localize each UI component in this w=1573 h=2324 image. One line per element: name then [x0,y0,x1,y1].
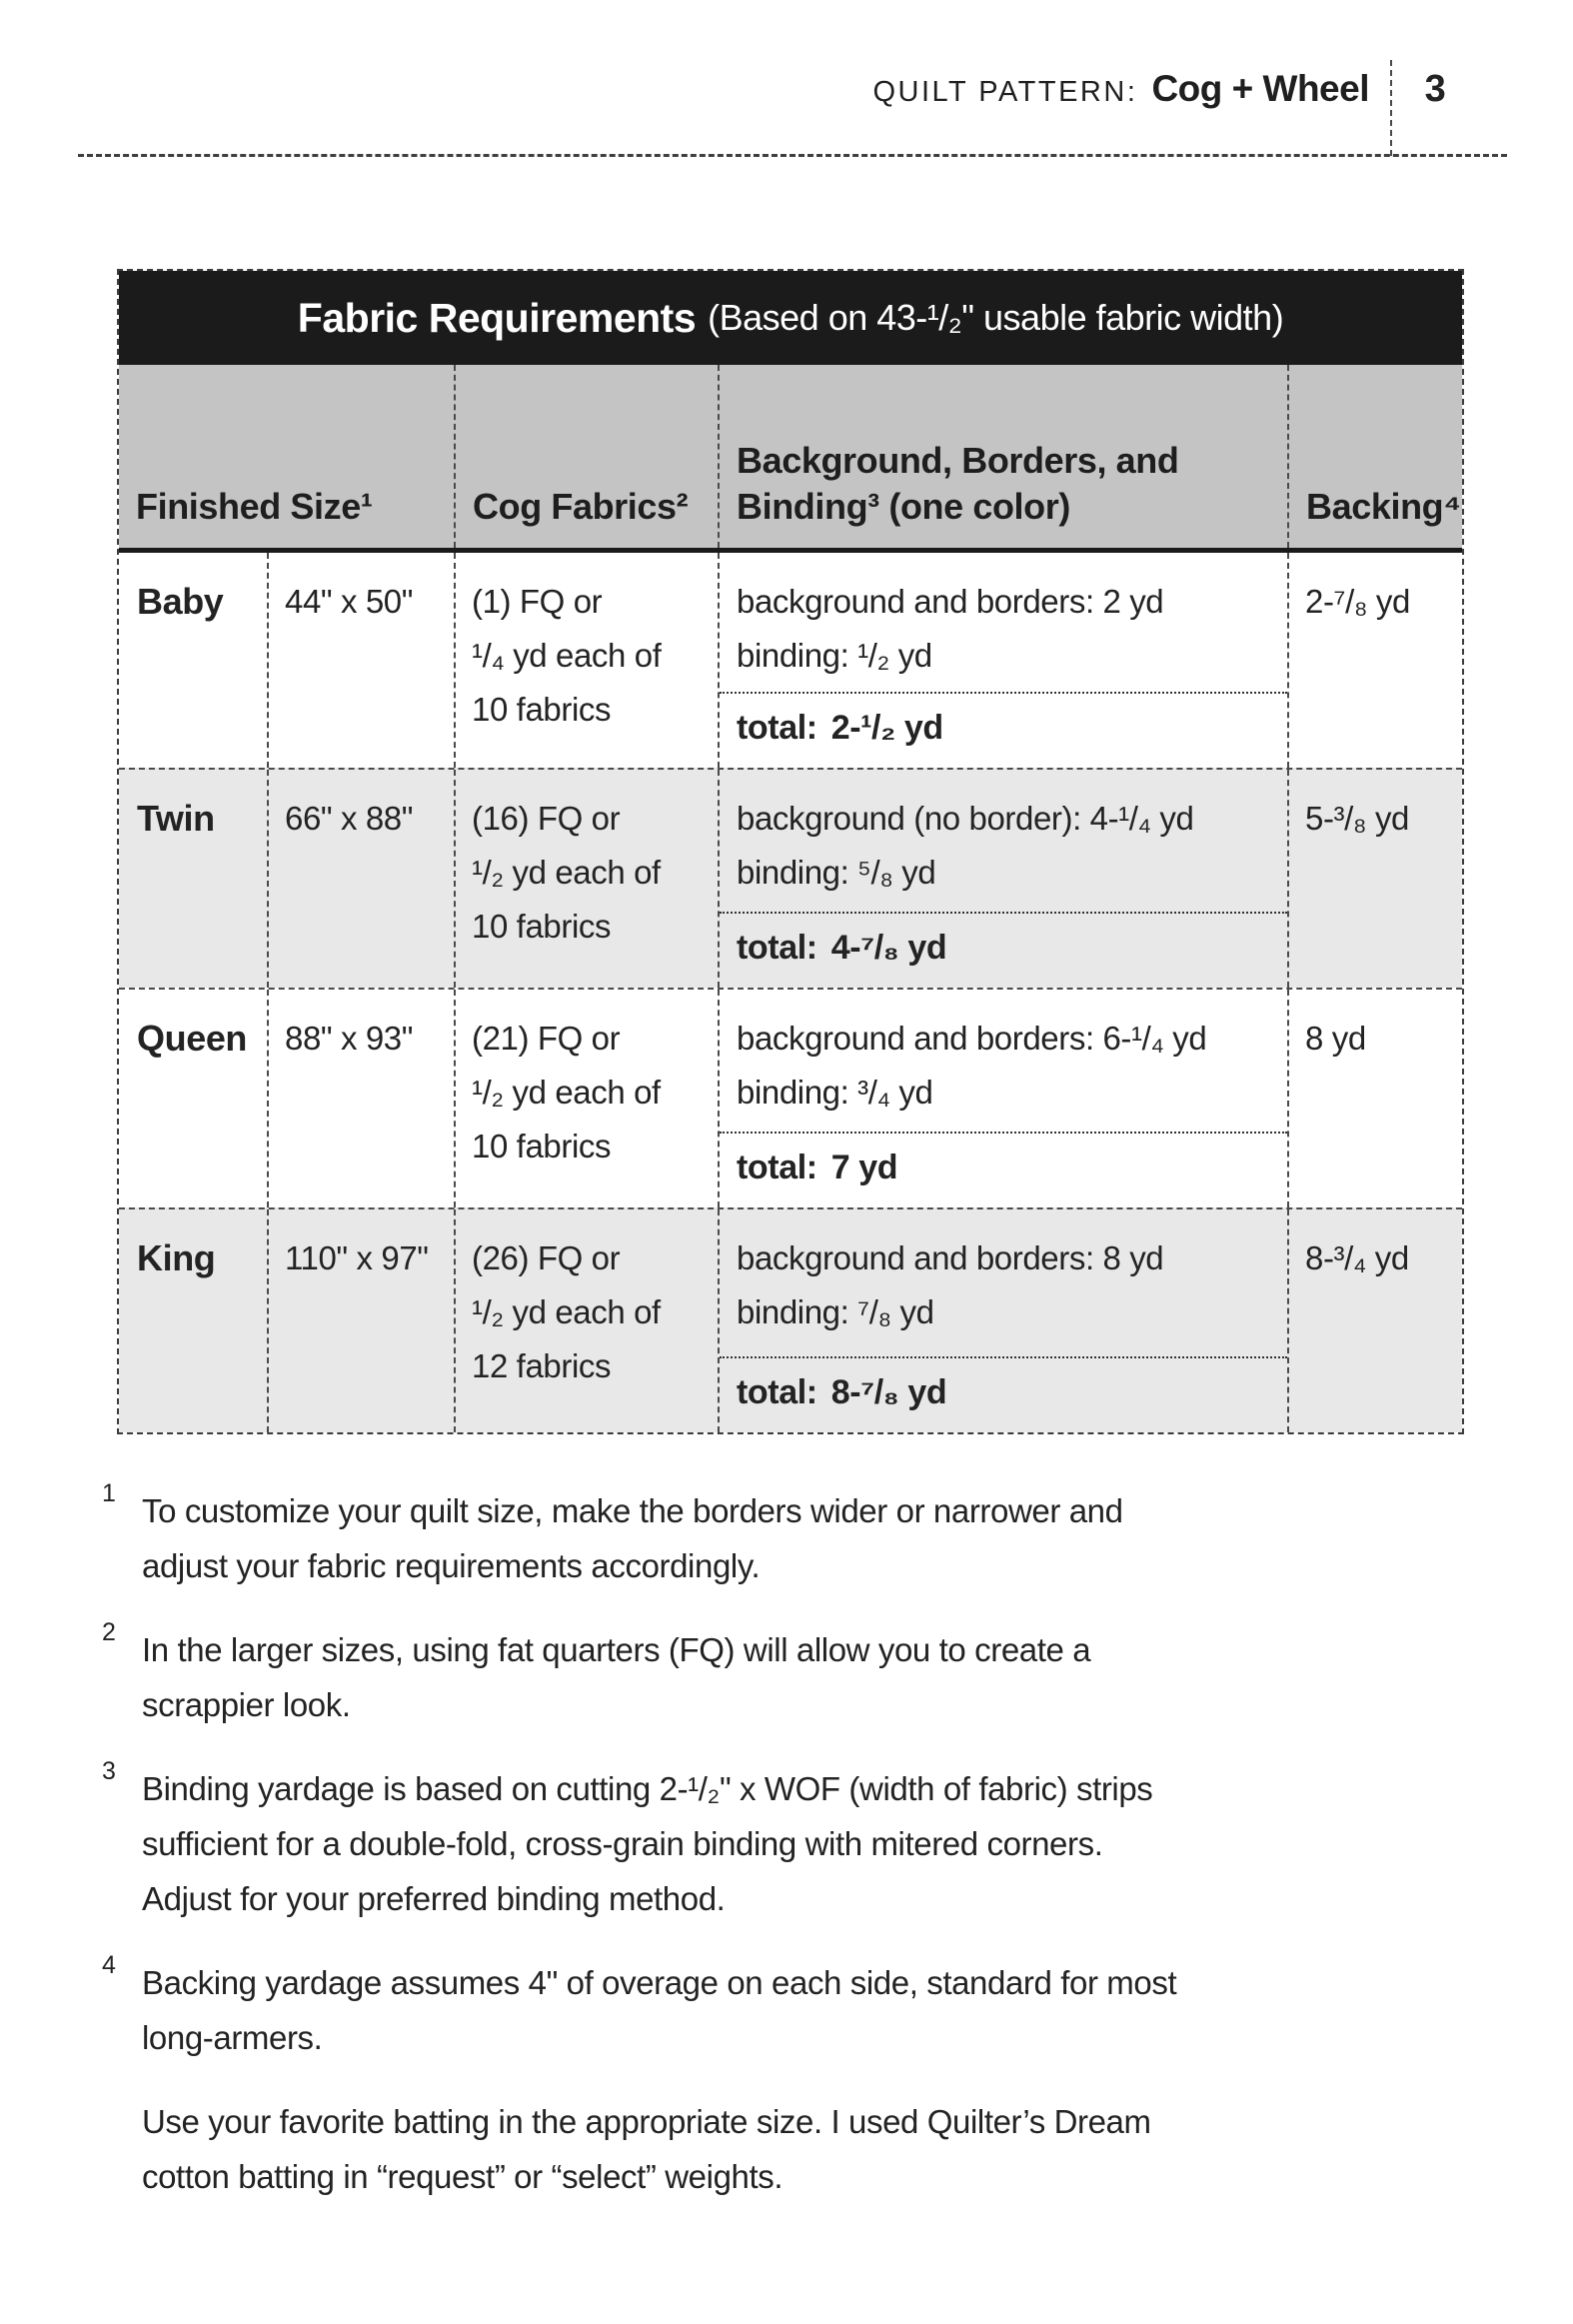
total-line [737,914,1279,988]
background-binding-cell [718,770,1287,988]
total-line [737,1134,1279,1207]
cog-line: ¹/₂ yd each of [472,1293,661,1330]
table-row-queen [119,988,1462,1207]
size-cell: King [137,1237,216,1278]
fabric-requirements-table [117,269,1464,1434]
total-label: total: [737,1373,817,1411]
binding-line: binding: ⁵/₈ yd [737,854,936,891]
cog-line: 10 fabrics [472,691,612,728]
table-title-bar [119,271,1462,365]
dimensions-cell: 44" x 50" [267,553,454,768]
batting-note-line: cotton batting in “request” or “select” weights. [142,2158,784,2195]
dimensions-cell: 88" x 93" [267,990,454,1207]
total-label: total: [737,929,817,967]
total-value: 8-⁷/₈ yd [830,1373,947,1411]
background-line: background and borders: 6-¹/₄ yd [737,1020,1207,1057]
footnote-2 [98,1618,1497,1732]
cog-line: ¹/₂ yd each of [472,854,661,891]
size-cell: Baby [137,581,224,622]
table-row-baby [119,553,1462,768]
background-binding-cell [718,1209,1287,1432]
footnote-marker: 4 [102,1951,116,1979]
cog-line: 10 fabrics [472,908,612,945]
column-header-cog-fabrics: Cog Fabrics² [454,365,718,548]
footnote-text-line: long-armers. [142,2019,323,2056]
cog-line: ¹/₄ yd each of [472,637,662,674]
cog-fabrics-cell [454,1209,718,1432]
column-header-backing: Backing⁴ [1287,365,1462,548]
cog-line: (26) FQ or [472,1239,621,1276]
column-header-background-line1: Background, Borders, and [737,440,1179,481]
total-line [737,694,1279,768]
footnote-text-line: Backing yardage assumes 4" of overage on each side, standard for most [142,1964,1177,2001]
background-line: background (no border): 4-¹/₄ yd [737,800,1194,837]
cog-line: ¹/₂ yd each of [472,1074,661,1111]
batting-note-line: Use your favorite batting in the appropriate size. I used Quilter’s Dream [142,2103,1151,2140]
total-value: 2-¹/₂ yd [830,709,943,747]
dimensions-cell: 110" x 97" [267,1209,454,1432]
total-label: total: [737,709,817,747]
footnote-text-line: Binding yardage is based on cutting 2-¹/₂" x WOF (width of fabric) strips [142,1770,1153,1807]
footnote-text-line: scrappier look. [142,1686,351,1723]
cog-line: 12 fabrics [472,1347,612,1384]
background-binding-cell [718,990,1287,1207]
header-vertical-divider [1390,60,1392,156]
column-header-background-line2: Binding³ (one color) [737,486,1070,527]
batting-note [98,2094,1497,2204]
column-header-finished-size: Finished Size¹ [136,486,373,527]
background-binding-cell [718,553,1287,768]
cog-line: (21) FQ or [472,1020,621,1057]
backing-cell: 8-³/₄ yd [1287,1209,1466,1432]
size-cell: Twin [137,798,215,839]
table-title-suffix: (Based on 43-¹/₂" usable fabric width) [708,297,1284,338]
cog-line: (1) FQ or [472,583,603,620]
background-line: background and borders: 2 yd [737,583,1164,620]
total-value: 4-⁷/₈ yd [830,929,947,967]
footnote-marker: 2 [102,1618,116,1646]
total-value: 7 yd [830,1149,898,1186]
binding-line: binding: ³/₄ yd [737,1074,933,1111]
backing-cell: 8 yd [1287,990,1466,1207]
page-header [0,68,1369,110]
total-line [737,1358,1279,1432]
cog-line: 10 fabrics [472,1128,612,1164]
footnotes-section [98,1479,1497,2204]
footnote-3 [98,1757,1497,1926]
size-cell: Queen [137,1018,248,1059]
table-row-king [119,1207,1462,1432]
footnote-marker: 3 [102,1757,116,1785]
cog-fabrics-cell [454,553,718,768]
cog-fabrics-cell [454,990,718,1207]
footnote-1 [98,1479,1497,1593]
header-dashed-rule [78,154,1507,157]
cog-line: (16) FQ or [472,800,621,837]
background-line: background and borders: 8 yd [737,1239,1164,1276]
binding-line: binding: ¹/₂ yd [737,637,932,674]
footnote-text-line: In the larger sizes, using fat quarters (FQ) will allow you to create a [142,1631,1091,1668]
footnote-text-line: adjust your fabric requirements accordingly. [142,1547,761,1584]
footnote-text-line: Adjust for your preferred binding method. [142,1880,726,1917]
footnote-text-line: sufficient for a double-fold, cross-grain binding with mitered corners. [142,1825,1103,1862]
cog-fabrics-cell [454,770,718,988]
table-header-row [119,365,1462,553]
table-title: Fabric Requirements [297,294,697,341]
table-row-twin [119,768,1462,988]
quilt-pattern-label: QUILT PATTERN: [872,76,1138,108]
footnote-marker: 1 [102,1479,116,1507]
footnote-text-line: To customize your quilt size, make the borders wider or narrower and [142,1492,1123,1529]
dimensions-cell: 66" x 88" [267,770,454,988]
total-label: total: [737,1149,817,1186]
backing-cell: 5-³/₈ yd [1287,770,1466,988]
pattern-name: Cog + Wheel [1151,68,1369,109]
footnote-4 [98,1951,1497,2065]
backing-cell: 2-⁷/₈ yd [1287,553,1466,768]
page-number: 3 [1424,68,1446,110]
binding-line: binding: ⁷/₈ yd [737,1293,934,1330]
column-header-background-binding [718,365,1287,548]
